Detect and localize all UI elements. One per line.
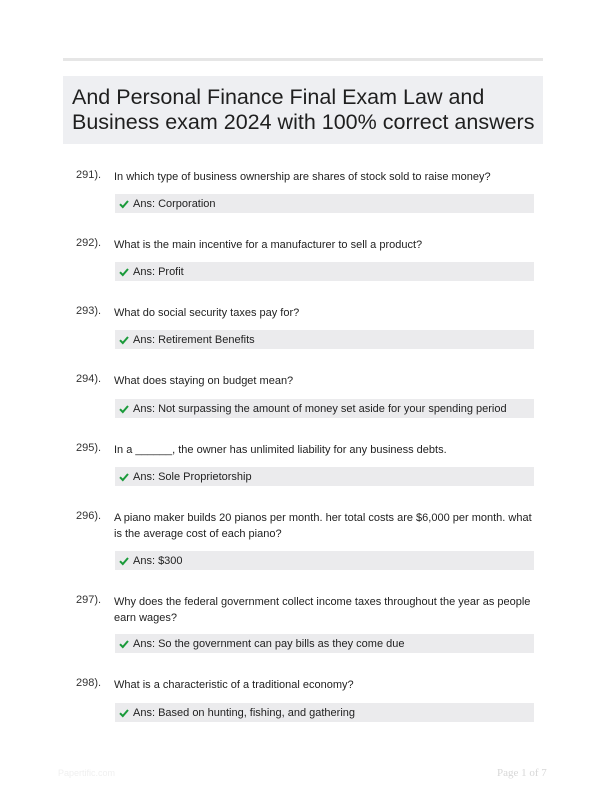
answer-text: Ans: $300 <box>133 554 183 567</box>
answer-box <box>115 634 534 653</box>
question-text: A piano maker builds 20 pianos per month. her total costs are $6,000 per month. what is the average cost of each piano? <box>114 512 532 540</box>
question-text: What is a characteristic of a traditional economy? <box>114 679 354 691</box>
answer-box <box>115 467 534 486</box>
answer-box <box>115 330 534 349</box>
checkmark-icon <box>119 708 129 718</box>
top-divider <box>63 58 543 61</box>
question-number: 293). <box>76 305 102 317</box>
checkmark-icon <box>119 267 129 277</box>
checkmark-icon <box>119 404 129 414</box>
checkmark-icon <box>119 199 129 209</box>
answer-text: Ans: Retirement Benefits <box>133 333 255 346</box>
question-text: Why does the federal government collect income taxes throughout the year as people earn wages? <box>114 596 531 624</box>
answer-text: Ans: Based on hunting, fishing, and gathering <box>133 706 355 719</box>
question-number: 295). <box>76 442 102 454</box>
checkmark-icon <box>119 335 129 345</box>
question-text: In a ______, the owner has unlimited liability for any business debts. <box>114 444 447 456</box>
answer-text: Ans: Not surpassing the amount of money set aside for your spending period <box>133 402 507 415</box>
question-text: What do social security taxes pay for? <box>114 307 300 319</box>
question-text: What does staying on budget mean? <box>114 375 294 387</box>
page-number: Page 1 of 7 <box>497 767 547 779</box>
title-banner <box>63 76 543 144</box>
page-title: And Personal Finance Final Exam Law and Business exam 2024 with 100% correct answers <box>72 85 535 134</box>
checkmark-icon <box>119 556 129 566</box>
answer-box <box>115 262 534 281</box>
answer-box <box>115 551 534 570</box>
question-number: 291). <box>76 169 102 181</box>
answer-box <box>115 194 534 213</box>
question-text: In which type of business ownership are shares of stock sold to raise money? <box>114 171 491 183</box>
checkmark-icon <box>119 472 129 482</box>
answer-text: Ans: Profit <box>133 265 184 278</box>
question-number: 294). <box>76 373 102 385</box>
question-text: What is the main incentive for a manufacturer to sell a product? <box>114 239 423 251</box>
answer-box <box>115 703 534 722</box>
answer-box <box>115 399 534 418</box>
checkmark-icon <box>119 639 129 649</box>
answer-text: Ans: Corporation <box>133 197 216 210</box>
answer-text: Ans: So the government can pay bills as they come due <box>133 637 405 650</box>
question-number: 296). <box>76 510 102 522</box>
footer-site-watermark: Papertific.com <box>58 768 116 778</box>
answer-text: Ans: Sole Proprietorship <box>133 470 252 483</box>
question-number: 298). <box>76 677 102 689</box>
question-number: 297). <box>76 594 102 606</box>
question-number: 292). <box>76 237 102 249</box>
